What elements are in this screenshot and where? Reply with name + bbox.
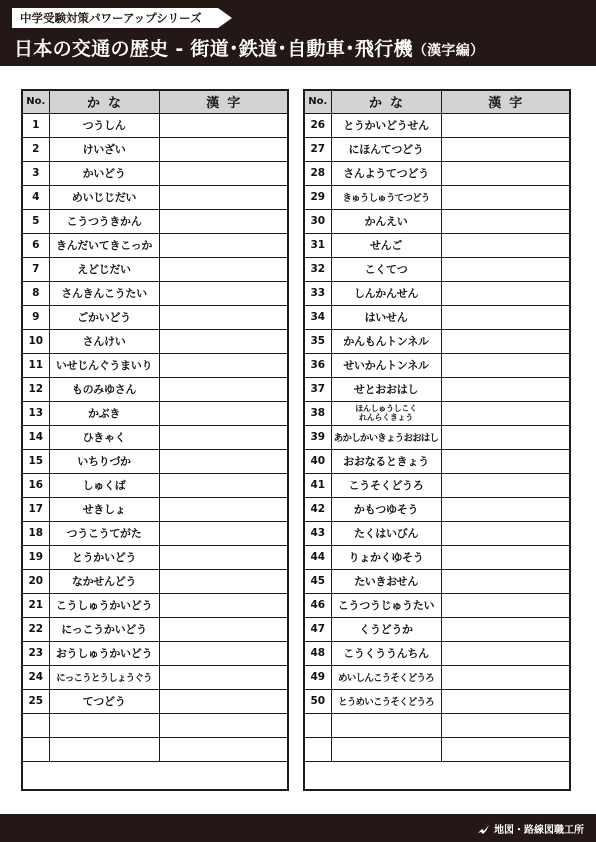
kanji-answer-field[interactable] [159,209,287,233]
kana-cell: ひきゃく [49,425,159,449]
kana-cell: めいじじだい [49,185,159,209]
kana-cell: さんきんこうたい [49,281,159,305]
row-number: 28 [305,161,331,185]
table-row [23,377,287,401]
kanji-answer-field[interactable] [441,449,569,473]
kanji-answer-field[interactable] [159,617,287,641]
table-row [23,185,287,209]
row-number: 46 [305,593,331,617]
row-number: 4 [23,185,49,209]
kana-cell: なかせんどう [49,569,159,593]
kana-cell: たくはいびん [331,521,441,545]
table-row [23,473,287,497]
row-number: 37 [305,377,331,401]
row-number: 11 [23,353,49,377]
kanji-answer-field[interactable] [441,425,569,449]
kana-cell: つうしん [49,113,159,137]
kana-cell: しんかんせん [331,281,441,305]
kanji-answer-field[interactable] [441,281,569,305]
kanji-answer-field[interactable] [441,545,569,569]
kana-cell: さんようてつどう [331,161,441,185]
kana-cell: かんもんトンネル [331,329,441,353]
table-row [23,257,287,281]
row-number: 35 [305,329,331,353]
kanji-answer-field[interactable] [159,689,287,713]
row-number: 49 [305,665,331,689]
kana-cell: せきしょ [49,497,159,521]
kanji-answer-field[interactable] [159,233,287,257]
row-number: 18 [23,521,49,545]
word-table-right-grid [305,91,569,762]
kana-cell: にっこうとうしょうぐう [49,665,159,689]
row-number: 17 [23,497,49,521]
row-number: 27 [305,137,331,161]
row-number: 15 [23,449,49,473]
word-table-left-grid [23,91,287,762]
row-number: 31 [305,233,331,257]
kana-cell: せんご [331,233,441,257]
row-number: 23 [23,641,49,665]
kana-cell: たいきおせん [331,569,441,593]
row-number: 2 [23,137,49,161]
kana-cell: かんえい [331,209,441,233]
table-row [23,689,287,713]
row-number: 42 [305,497,331,521]
table-row [305,257,569,281]
kana-cell: こうそくどうろ [331,473,441,497]
kanji-answer-field[interactable] [441,329,569,353]
row-number: 8 [23,281,49,305]
header-banner [0,0,596,66]
table-row [23,209,287,233]
kanji-answer-field[interactable] [441,185,569,209]
kanji-answer-field[interactable] [441,617,569,641]
row-number: 1 [23,113,49,137]
kanji-answer-field[interactable] [159,593,287,617]
table-row [305,689,569,713]
row-number: 9 [23,305,49,329]
table-row [305,569,569,593]
row-number: 6 [23,233,49,257]
row-number: 26 [305,113,331,137]
kana-cell: かいどう [49,161,159,185]
kanji-answer-field[interactable] [441,257,569,281]
kana-cell: はいせん [331,305,441,329]
row-number: 44 [305,545,331,569]
row-number: 39 [305,425,331,449]
column-header-kana: かな [331,91,441,113]
kanji-answer-field[interactable] [159,377,287,401]
page-title-subtitle: （漢字編） [412,43,485,59]
kana-cell: あかしかいきょうおおはし [331,425,441,449]
table-row [23,137,287,161]
table-row [305,185,569,209]
table-row [305,545,569,569]
table-row [23,353,287,377]
kanji-answer-field[interactable] [159,281,287,305]
row-number: 45 [305,569,331,593]
table-row [305,401,569,425]
table-row [305,161,569,185]
row-number: 16 [23,473,49,497]
kanji-answer-field[interactable] [159,713,287,737]
row-number: 47 [305,617,331,641]
table-row [23,449,287,473]
kanji-answer-field[interactable] [441,113,569,137]
kanji-answer-field[interactable] [441,305,569,329]
table-row [305,521,569,545]
row-number: 40 [305,449,331,473]
kana-cell: こうしゅうかいどう [49,593,159,617]
kanji-answer-field[interactable] [441,641,569,665]
row-number: 34 [305,305,331,329]
table-row [305,377,569,401]
kanji-answer-field[interactable] [441,353,569,377]
series-tag [12,8,232,28]
table-row [23,617,287,641]
publisher-credit [477,821,584,836]
table-row [305,473,569,497]
kanji-answer-field[interactable] [441,737,569,761]
kana-cell: しゅくば [49,473,159,497]
kanji-answer-field[interactable] [159,521,287,545]
kanji-answer-field[interactable] [441,137,569,161]
table-row [305,497,569,521]
kana-cell: かもつゆそう [331,497,441,521]
table-row [23,713,287,737]
column-header-kanji: 漢字 [441,91,569,113]
table-row [23,305,287,329]
kana-cell: せいかんトンネル [331,353,441,377]
table-row [305,737,569,761]
kanji-answer-field[interactable] [159,257,287,281]
kanji-answer-field[interactable] [159,665,287,689]
kana-cell: ものみゆさん [49,377,159,401]
row-number: 38 [305,401,331,425]
page-title [14,34,484,61]
row-number [305,737,331,761]
kana-cell: とうかいどうせん [331,113,441,137]
row-number: 7 [23,257,49,281]
kanji-answer-field[interactable] [159,449,287,473]
kana-cell: てつどう [49,689,159,713]
row-number: 5 [23,209,49,233]
table-header-row [305,91,569,113]
column-header-no: No. [305,91,331,113]
row-number: 12 [23,377,49,401]
kana-cell [331,713,441,737]
kana-cell: おおなるときょう [331,449,441,473]
kanji-answer-field[interactable] [441,569,569,593]
kana-cell [331,401,441,425]
table-row [23,737,287,761]
kanji-answer-field[interactable] [441,665,569,689]
kana-cell: こうつうじゅうたい [331,593,441,617]
word-table-left [21,89,289,791]
kana-cell: こくてつ [331,257,441,281]
word-table-right [303,89,571,791]
kanji-answer-field[interactable] [441,209,569,233]
table-row [23,665,287,689]
table-row [305,449,569,473]
kana-cell: くうどうか [331,617,441,641]
table-row [305,425,569,449]
row-number: 33 [305,281,331,305]
table-row [305,593,569,617]
table-row [23,593,287,617]
kanji-answer-field[interactable] [159,353,287,377]
kana-cell: つうこうてがた [49,521,159,545]
table-row [305,233,569,257]
row-number: 21 [23,593,49,617]
kana-cell: きゅうしゅうてつどう [331,185,441,209]
table-row [23,161,287,185]
kanji-answer-field[interactable] [441,377,569,401]
column-header-no: No. [23,91,49,113]
kana-cell: とうかいどう [49,545,159,569]
kanji-answer-field[interactable] [441,713,569,737]
kanji-answer-field[interactable] [441,233,569,257]
row-number: 24 [23,665,49,689]
kana-cell: ごかいどう [49,305,159,329]
bird-logo-icon [477,824,491,836]
kana-cell: とうめいこうそくどうろ [331,689,441,713]
kanji-answer-field[interactable] [441,161,569,185]
kanji-answer-field[interactable] [441,401,569,425]
row-number: 29 [305,185,331,209]
kana-cell: えどじだい [49,257,159,281]
series-label: 中学受験対策パワーアップシリーズ [20,11,202,25]
row-number: 3 [23,161,49,185]
kanji-answer-field[interactable] [159,425,287,449]
kana-cell: こうくううんちん [331,641,441,665]
table-row [305,209,569,233]
table-row [305,329,569,353]
row-number [305,713,331,737]
kanji-answer-field[interactable] [441,521,569,545]
table-header-row [23,91,287,113]
kana-cell: こうつうきかん [49,209,159,233]
kanji-answer-field[interactable] [441,689,569,713]
publisher-name: 地図・路線図職工所 [494,825,584,836]
kana-cell [331,737,441,761]
table-row [23,641,287,665]
row-number: 22 [23,617,49,641]
row-number: 25 [23,689,49,713]
kana-cell: にっこうかいどう [49,617,159,641]
kanji-answer-field[interactable] [159,113,287,137]
table-row [23,401,287,425]
table-row [23,521,287,545]
kanji-answer-field[interactable] [159,497,287,521]
row-number: 30 [305,209,331,233]
kanji-answer-field[interactable] [159,545,287,569]
table-row [305,641,569,665]
table-row [305,353,569,377]
table-row [23,425,287,449]
kana-line-2: れんらくきょう [359,413,413,422]
footer-bar [0,814,596,842]
kanji-answer-field[interactable] [159,569,287,593]
table-row [23,569,287,593]
kana-cell: めいしんこうそくどうろ [331,665,441,689]
row-number: 43 [305,521,331,545]
kanji-answer-field[interactable] [159,473,287,497]
row-number: 41 [305,473,331,497]
kanji-answer-field[interactable] [159,185,287,209]
kana-cell: いちりづか [49,449,159,473]
column-header-kana: かな [49,91,159,113]
kana-cell: にほんてつどう [331,137,441,161]
table-row [305,713,569,737]
kanji-answer-field[interactable] [159,641,287,665]
table-row [23,497,287,521]
table-row [23,233,287,257]
kana-cell: かぶき [49,401,159,425]
table-row [23,281,287,305]
kanji-answer-field[interactable] [159,401,287,425]
row-number: 10 [23,329,49,353]
row-number: 13 [23,401,49,425]
kana-cell: きんだいてきこっか [49,233,159,257]
kana-cell: さんけい [49,329,159,353]
kana-cell: せとおおはし [331,377,441,401]
row-number: 14 [23,425,49,449]
row-number: 32 [305,257,331,281]
kana-cell: りょかくゆそう [331,545,441,569]
row-number: 50 [305,689,331,713]
table-row [23,329,287,353]
table-row [305,305,569,329]
kanji-answer-field[interactable] [159,329,287,353]
kanji-answer-field[interactable] [159,137,287,161]
page-title-main: 日本の交通の歴史 - 街道･鉄道･自動車･飛行機 [14,38,413,60]
row-number: 48 [305,641,331,665]
column-header-kanji: 漢字 [159,91,287,113]
table-row [23,545,287,569]
row-number: 19 [23,545,49,569]
kanji-answer-field[interactable] [159,737,287,761]
table-row [23,113,287,137]
kanji-answer-field[interactable] [441,497,569,521]
row-number: 20 [23,569,49,593]
table-row [305,665,569,689]
kana-cell [49,737,159,761]
table-row [305,137,569,161]
table-row [305,113,569,137]
kana-cell: いせじんぐうまいり [49,353,159,377]
kana-cell: けいざい [49,137,159,161]
kanji-answer-field[interactable] [159,161,287,185]
kanji-answer-field[interactable] [159,305,287,329]
table-row [305,281,569,305]
row-number: 36 [305,353,331,377]
row-number [23,737,49,761]
kana-cell: おうしゅうかいどう [49,641,159,665]
kana-cell [49,713,159,737]
table-row [305,617,569,641]
kanji-answer-field[interactable] [441,473,569,497]
kana-line-1: ほんしゅうしこく [355,404,417,413]
row-number [23,713,49,737]
kanji-answer-field[interactable] [441,593,569,617]
